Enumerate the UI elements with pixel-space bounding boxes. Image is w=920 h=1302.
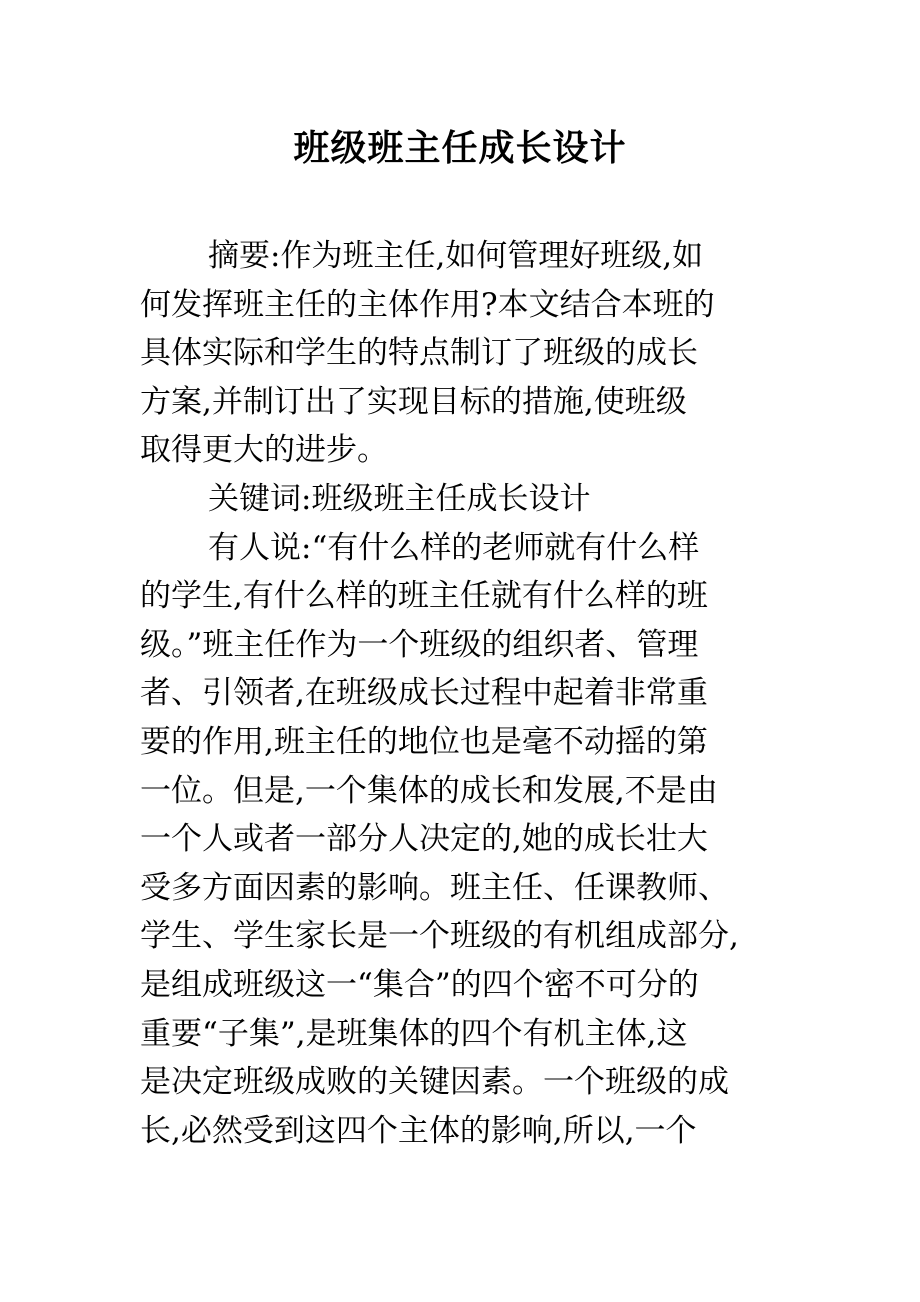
body-line: 受多方面因素的影响。班主任、任课教师、: [140, 869, 729, 906]
body-line: 级。”班主任作为一个班级的组织者、管理: [140, 626, 699, 663]
body-line: 者、引领者,在班级成长过程中起着非常重: [140, 675, 708, 712]
body-line: 一个人或者一部分人决定的,她的成长壮大: [140, 821, 708, 858]
body-line: 摘要:作为班主任,如何管理好班级,如: [208, 238, 704, 274]
body-line: 关键词:班级班主任成长设计: [208, 480, 591, 517]
body-line: 要的作用,班主任的地位也是毫不动摇的第: [140, 723, 708, 760]
body-line: 是组成班级这一“集合”的四个密不可分的: [140, 966, 699, 1003]
body-line: 一位。但是,一个集体的成长和发展,不是由: [140, 772, 718, 809]
body-line: 的学生,有什么样的班主任就有什么样的班: [140, 578, 708, 615]
body-line: 长,必然受到这四个主体的影响,所以,一个: [140, 1112, 697, 1149]
body-line: 有人说:“有什么样的老师就有什么样: [208, 529, 700, 566]
body-line: 具体实际和学生的特点制订了班级的成长: [140, 335, 698, 372]
body-line: 何发挥班主任的主体作用?本文结合本班的: [140, 286, 715, 323]
document-body: [140, 232, 800, 1155]
document-title: 班级班主任成长设计: [293, 127, 627, 169]
body-line: 重要“子集”,是班集体的四个有机主体,这: [140, 1015, 688, 1052]
body-line: 学生、学生家长是一个班级的有机组成部分,: [140, 918, 739, 955]
body-line: 取得更大的进步。: [140, 432, 388, 469]
body-line: 方案,并制订出了实现目标的措施,使班级: [140, 383, 687, 420]
body-line: 是决定班级成败的关键因素。一个班级的成: [140, 1064, 729, 1101]
